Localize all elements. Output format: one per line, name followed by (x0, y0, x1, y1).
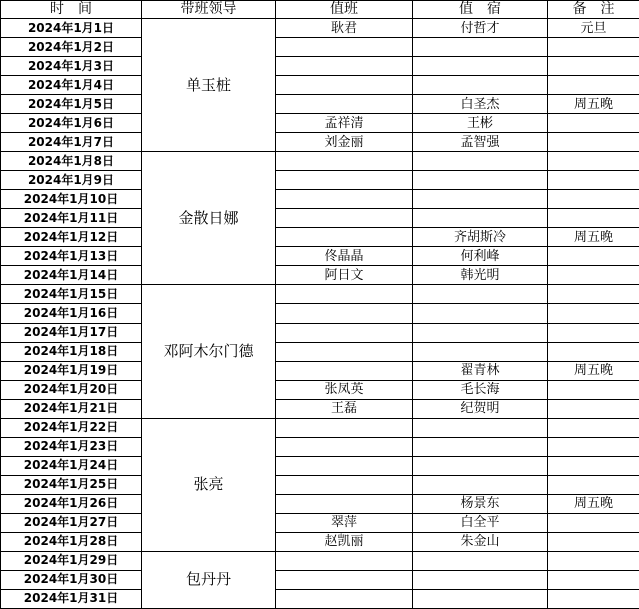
leader-cell: 包丹丹 (142, 551, 276, 608)
date-cell: 2024年1月21日 (1, 399, 142, 418)
duty-cell (276, 589, 413, 608)
night-cell: 王彬 (413, 114, 548, 133)
night-cell: 朱金山 (413, 532, 548, 551)
header-leader: 带班领导 (142, 1, 276, 19)
duty-cell (276, 38, 413, 57)
duty-cell (276, 570, 413, 589)
table-row (1, 114, 639, 133)
table-row (1, 171, 639, 190)
night-cell (413, 589, 548, 608)
duty-cell (276, 418, 413, 437)
date-cell: 2024年1月19日 (1, 361, 142, 380)
night-cell (413, 285, 548, 304)
table-row (1, 437, 639, 456)
duty-cell: 张凤英 (276, 380, 413, 399)
date-cell: 2024年1月3日 (1, 57, 142, 76)
table-row (1, 551, 639, 570)
duty-cell (276, 171, 413, 190)
night-cell: 孟智强 (413, 133, 548, 152)
duty-cell (276, 437, 413, 456)
duty-cell: 王磊 (276, 399, 413, 418)
note-cell: 周五晚 (548, 494, 639, 513)
date-cell: 2024年1月6日 (1, 114, 142, 133)
table-row (1, 589, 639, 608)
night-cell (413, 418, 548, 437)
table-row (1, 133, 639, 152)
header-duty: 值班 (276, 1, 413, 19)
note-cell (548, 38, 639, 57)
roster-body (1, 19, 639, 609)
note-cell (548, 285, 639, 304)
date-cell: 2024年1月23日 (1, 437, 142, 456)
note-cell (548, 190, 639, 209)
night-cell (413, 171, 548, 190)
duty-cell (276, 475, 413, 494)
table-row (1, 532, 639, 551)
note-cell: 周五晚 (548, 228, 639, 247)
note-cell (548, 57, 639, 76)
date-cell: 2024年1月11日 (1, 209, 142, 228)
table-row (1, 95, 639, 114)
note-cell (548, 418, 639, 437)
night-cell (413, 190, 548, 209)
note-cell (548, 342, 639, 361)
night-cell (413, 152, 548, 171)
date-cell: 2024年1月25日 (1, 475, 142, 494)
duty-cell: 刘金丽 (276, 133, 413, 152)
table-row (1, 380, 639, 399)
night-cell: 韩光明 (413, 266, 548, 285)
table-row (1, 285, 639, 304)
duty-cell: 耿君 (276, 19, 413, 38)
night-cell (413, 57, 548, 76)
date-cell: 2024年1月31日 (1, 589, 142, 608)
note-cell (548, 114, 639, 133)
night-cell (413, 551, 548, 570)
night-cell: 杨景东 (413, 494, 548, 513)
note-cell (548, 152, 639, 171)
night-cell (413, 437, 548, 456)
duty-cell (276, 323, 413, 342)
duty-cell (276, 209, 413, 228)
duty-cell (276, 285, 413, 304)
leader-cell: 单玉桩 (142, 19, 276, 152)
duty-cell (276, 494, 413, 513)
night-cell (413, 342, 548, 361)
duty-cell (276, 190, 413, 209)
night-cell (413, 38, 548, 57)
note-cell (548, 399, 639, 418)
note-cell: 周五晚 (548, 95, 639, 114)
date-cell: 2024年1月27日 (1, 513, 142, 532)
night-cell (413, 570, 548, 589)
table-row (1, 304, 639, 323)
table-row (1, 570, 639, 589)
note-cell (548, 304, 639, 323)
note-cell (548, 475, 639, 494)
duty-cell: 赵凯丽 (276, 532, 413, 551)
date-cell: 2024年1月24日 (1, 456, 142, 475)
note-cell (548, 456, 639, 475)
night-cell (413, 323, 548, 342)
header-night: 值 宿 (413, 1, 548, 19)
duty-cell (276, 57, 413, 76)
table-row (1, 228, 639, 247)
night-cell: 翟青林 (413, 361, 548, 380)
leader-cell: 邓阿木尔门德 (142, 285, 276, 418)
note-cell (548, 570, 639, 589)
date-cell: 2024年1月29日 (1, 551, 142, 570)
table-row (1, 209, 639, 228)
table-row (1, 247, 639, 266)
date-cell: 2024年1月30日 (1, 570, 142, 589)
table-row (1, 266, 639, 285)
table-row (1, 76, 639, 95)
date-cell: 2024年1月14日 (1, 266, 142, 285)
date-cell: 2024年1月2日 (1, 38, 142, 57)
table-row (1, 475, 639, 494)
date-cell: 2024年1月1日 (1, 19, 142, 38)
note-cell (548, 76, 639, 95)
duty-cell: 翠萍 (276, 513, 413, 532)
table-row (1, 418, 639, 437)
night-cell: 齐胡斯冷 (413, 228, 548, 247)
note-cell (548, 171, 639, 190)
leader-cell: 张亮 (142, 418, 276, 551)
duty-cell (276, 361, 413, 380)
night-cell: 付哲才 (413, 19, 548, 38)
night-cell: 白全平 (413, 513, 548, 532)
date-cell: 2024年1月28日 (1, 532, 142, 551)
note-cell (548, 551, 639, 570)
note-cell (548, 437, 639, 456)
duty-cell (276, 95, 413, 114)
note-cell (548, 209, 639, 228)
duty-cell (276, 342, 413, 361)
night-cell: 何利峰 (413, 247, 548, 266)
table-row (1, 361, 639, 380)
night-cell: 纪贺明 (413, 399, 548, 418)
date-cell: 2024年1月15日 (1, 285, 142, 304)
header-row (1, 1, 639, 19)
date-cell: 2024年1月13日 (1, 247, 142, 266)
date-cell: 2024年1月5日 (1, 95, 142, 114)
date-cell: 2024年1月17日 (1, 323, 142, 342)
date-cell: 2024年1月16日 (1, 304, 142, 323)
table-row (1, 57, 639, 76)
duty-cell: 佟晶晶 (276, 247, 413, 266)
header-note: 备 注 (548, 1, 639, 19)
duty-cell (276, 551, 413, 570)
table-row (1, 494, 639, 513)
table-row (1, 399, 639, 418)
date-cell: 2024年1月26日 (1, 494, 142, 513)
table-row (1, 456, 639, 475)
note-cell: 元旦 (548, 19, 639, 38)
note-cell: 周五晚 (548, 361, 639, 380)
date-cell: 2024年1月8日 (1, 152, 142, 171)
night-cell (413, 209, 548, 228)
date-cell: 2024年1月22日 (1, 418, 142, 437)
table-row (1, 323, 639, 342)
note-cell (548, 532, 639, 551)
note-cell (548, 266, 639, 285)
duty-cell (276, 304, 413, 323)
note-cell (548, 513, 639, 532)
table-row (1, 152, 639, 171)
duty-cell (276, 456, 413, 475)
table-row (1, 513, 639, 532)
date-cell: 2024年1月18日 (1, 342, 142, 361)
night-cell (413, 475, 548, 494)
night-cell: 白圣杰 (413, 95, 548, 114)
note-cell (548, 589, 639, 608)
duty-cell (276, 228, 413, 247)
table-row (1, 38, 639, 57)
date-cell: 2024年1月7日 (1, 133, 142, 152)
date-cell: 2024年1月4日 (1, 76, 142, 95)
table-row (1, 342, 639, 361)
date-cell: 2024年1月10日 (1, 190, 142, 209)
note-cell (548, 323, 639, 342)
date-cell: 2024年1月20日 (1, 380, 142, 399)
night-cell (413, 76, 548, 95)
night-cell (413, 456, 548, 475)
date-cell: 2024年1月12日 (1, 228, 142, 247)
note-cell (548, 247, 639, 266)
duty-cell: 阿日文 (276, 266, 413, 285)
table-row (1, 19, 639, 38)
leader-cell: 金散日娜 (142, 152, 276, 285)
duty-cell: 孟祥清 (276, 114, 413, 133)
date-cell: 2024年1月9日 (1, 171, 142, 190)
header-date: 时 间 (1, 1, 142, 19)
note-cell (548, 133, 639, 152)
duty-cell (276, 152, 413, 171)
night-cell: 毛长海 (413, 380, 548, 399)
night-cell (413, 304, 548, 323)
table-row (1, 190, 639, 209)
duty-cell (276, 76, 413, 95)
note-cell (548, 380, 639, 399)
